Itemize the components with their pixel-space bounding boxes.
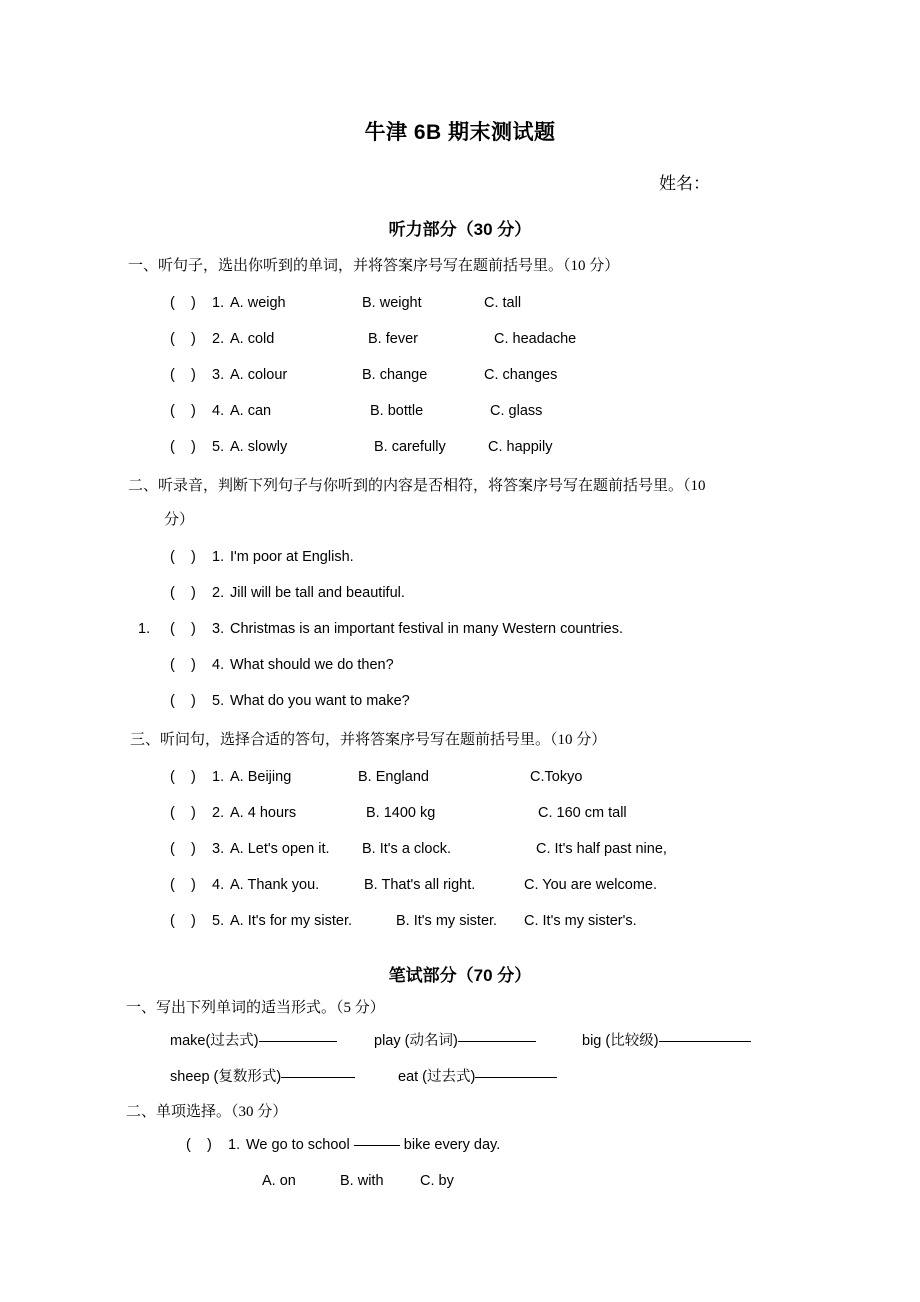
option-row xyxy=(0,1163,920,1199)
word-form-prompt: sheep (复数形式) xyxy=(170,1069,282,1085)
question-number: 1. xyxy=(212,295,225,311)
option-c[interactable]: C. 160 cm tall xyxy=(538,805,627,821)
student-name-label: 姓名： xyxy=(659,174,710,193)
option-a[interactable]: A. Beijing xyxy=(230,769,292,785)
stray-list-marker: 1. xyxy=(138,621,151,637)
question-row xyxy=(0,683,920,719)
question-number: 2. xyxy=(212,331,225,347)
option-a[interactable]: A. Thank you. xyxy=(230,877,320,893)
question-row xyxy=(0,831,920,867)
question-number: 5. xyxy=(212,439,225,455)
option-c[interactable]: C. by xyxy=(420,1173,454,1189)
answer-bracket[interactable]: ( ) xyxy=(170,841,196,857)
answer-bracket[interactable]: ( ) xyxy=(170,549,196,565)
question-row xyxy=(0,611,920,647)
question-number: 1. xyxy=(228,1137,241,1153)
word-form-prompt: big (比较级) xyxy=(582,1033,659,1049)
option-c[interactable]: C. glass xyxy=(490,403,543,419)
option-c[interactable]: C. changes xyxy=(484,367,558,383)
question-row xyxy=(0,647,920,683)
question-number: 3. xyxy=(212,621,225,637)
answer-bracket[interactable]: ( ) xyxy=(170,805,196,821)
option-b[interactable]: B. bottle xyxy=(370,403,424,419)
option-a[interactable]: A. colour xyxy=(230,367,288,383)
question-number: 1. xyxy=(212,549,225,565)
word-form-row xyxy=(0,1059,920,1095)
option-a[interactable]: A. on xyxy=(262,1173,296,1189)
answer-bracket[interactable]: ( ) xyxy=(170,693,196,709)
answer-blank[interactable] xyxy=(259,1041,337,1042)
question-row xyxy=(0,285,920,321)
question-row xyxy=(0,539,920,575)
answer-bracket[interactable]: ( ) xyxy=(170,403,196,419)
answer-blank[interactable] xyxy=(281,1077,355,1078)
written-section-2-heading: 二、单项选择。（30 分） xyxy=(126,1104,288,1120)
question-row xyxy=(0,429,920,465)
question-row xyxy=(0,759,920,795)
option-c[interactable]: C. It's half past nine, xyxy=(536,841,667,857)
question-text-before-blank: We go to school xyxy=(246,1137,350,1153)
word-form-prompt: eat (过去式) xyxy=(398,1069,476,1085)
answer-blank[interactable] xyxy=(659,1041,751,1042)
word-form-item xyxy=(582,1023,751,1059)
listening-section-2-heading xyxy=(0,469,920,537)
question-number: 5. xyxy=(212,693,225,709)
option-b[interactable]: B. England xyxy=(358,769,429,785)
question-text: What should we do then? xyxy=(230,657,394,673)
option-a[interactable]: A. can xyxy=(230,403,272,419)
option-b[interactable]: B. carefully xyxy=(374,439,446,455)
question-row xyxy=(0,393,920,429)
word-form-prompt: make(过去式) xyxy=(170,1033,259,1049)
option-b[interactable]: B. It's my sister. xyxy=(396,913,498,929)
answer-bracket[interactable]: ( ) xyxy=(170,621,196,637)
answer-blank[interactable] xyxy=(458,1041,536,1042)
question-number: 5. xyxy=(212,913,225,929)
page-title: 牛津 6B 期末测试题 xyxy=(364,121,556,144)
question-row xyxy=(0,321,920,357)
question-number: 2. xyxy=(212,585,225,601)
question-number: 1. xyxy=(212,769,225,785)
question-row xyxy=(0,795,920,831)
answer-bracket[interactable]: ( ) xyxy=(170,769,196,785)
answer-bracket[interactable]: ( ) xyxy=(186,1137,212,1153)
answer-bracket[interactable]: ( ) xyxy=(170,657,196,673)
listening-section-2-heading-line2: 分） xyxy=(164,512,195,528)
question-text: I'm poor at English. xyxy=(230,549,354,565)
question-row xyxy=(0,575,920,611)
question-row xyxy=(0,903,920,939)
question-text xyxy=(246,1127,500,1163)
option-c[interactable]: C.Tokyo xyxy=(530,769,583,785)
listening-section-3-heading: 三、听问句，选择合适的答句，并将答案序号写在题前括号里。（10 分） xyxy=(130,732,607,748)
option-c[interactable]: C. happily xyxy=(488,439,553,455)
option-a[interactable]: A. It's for my sister. xyxy=(230,913,353,929)
option-c[interactable]: C. You are welcome. xyxy=(524,877,657,893)
word-form-item xyxy=(170,1059,355,1095)
answer-bracket[interactable]: ( ) xyxy=(170,439,196,455)
answer-blank[interactable] xyxy=(475,1077,557,1078)
option-a[interactable]: A. 4 hours xyxy=(230,805,297,821)
word-form-prompt: play (动名词) xyxy=(374,1033,458,1049)
question-text: What do you want to make? xyxy=(230,693,410,709)
word-form-row xyxy=(0,1023,920,1059)
written-section-1-heading: 一、写出下列单词的适当形式。（5 分） xyxy=(126,1000,385,1016)
option-b[interactable]: B. fever xyxy=(368,331,418,347)
question-number: 3. xyxy=(212,367,225,383)
answer-bracket[interactable]: ( ) xyxy=(170,585,196,601)
answer-bracket[interactable]: ( ) xyxy=(170,913,196,929)
answer-blank[interactable] xyxy=(354,1145,400,1146)
listening-section-1-heading: 一、听句子，选出你听到的单词，并将答案序号写在题前括号里。（10 分） xyxy=(128,258,620,274)
option-a[interactable]: A. Let's open it. xyxy=(230,841,330,857)
option-b[interactable]: B. change xyxy=(362,367,428,383)
question-text: Jill will be tall and beautiful. xyxy=(230,585,405,601)
question-text-after-blank: bike every day. xyxy=(403,1137,501,1153)
question-row xyxy=(0,867,920,903)
option-b[interactable]: B. It's a clock. xyxy=(362,841,451,857)
question-number: 2. xyxy=(212,805,225,821)
answer-bracket[interactable]: ( ) xyxy=(170,295,196,311)
question-number: 3. xyxy=(212,841,225,857)
option-b[interactable]: B. weight xyxy=(362,295,422,311)
option-b[interactable]: B. with xyxy=(340,1173,384,1189)
question-number: 4. xyxy=(212,877,225,893)
listening-section-2-heading-line1: 二、听录音，判断下列句子与你听到的内容是否相符，将答案序号写在题前括号里。（10 xyxy=(128,478,706,494)
answer-bracket[interactable]: ( ) xyxy=(170,331,196,347)
option-a[interactable]: A. slowly xyxy=(230,439,288,455)
word-form-item xyxy=(374,1023,536,1059)
option-b[interactable]: B. That's all right. xyxy=(364,877,476,893)
question-text: Christmas is an important festival in many Western countries. xyxy=(230,621,623,637)
answer-bracket[interactable]: ( ) xyxy=(170,367,196,383)
question-number: 4. xyxy=(212,403,225,419)
option-a[interactable]: A. cold xyxy=(230,331,275,347)
word-form-item xyxy=(170,1023,337,1059)
option-c[interactable]: C. tall xyxy=(484,295,522,311)
question-row xyxy=(0,357,920,393)
option-a[interactable]: A. weigh xyxy=(230,295,286,311)
option-c[interactable]: C. It's my sister's. xyxy=(524,913,637,929)
answer-bracket[interactable]: ( ) xyxy=(170,877,196,893)
option-b[interactable]: B. 1400 kg xyxy=(366,805,436,821)
question-number: 4. xyxy=(212,657,225,673)
listening-part-heading: 听力部分（30 分） xyxy=(388,220,532,239)
option-c[interactable]: C. headache xyxy=(494,331,577,347)
written-part-heading: 笔试部分（70 分） xyxy=(388,966,532,985)
word-form-item xyxy=(398,1059,557,1095)
question-row xyxy=(0,1127,920,1163)
